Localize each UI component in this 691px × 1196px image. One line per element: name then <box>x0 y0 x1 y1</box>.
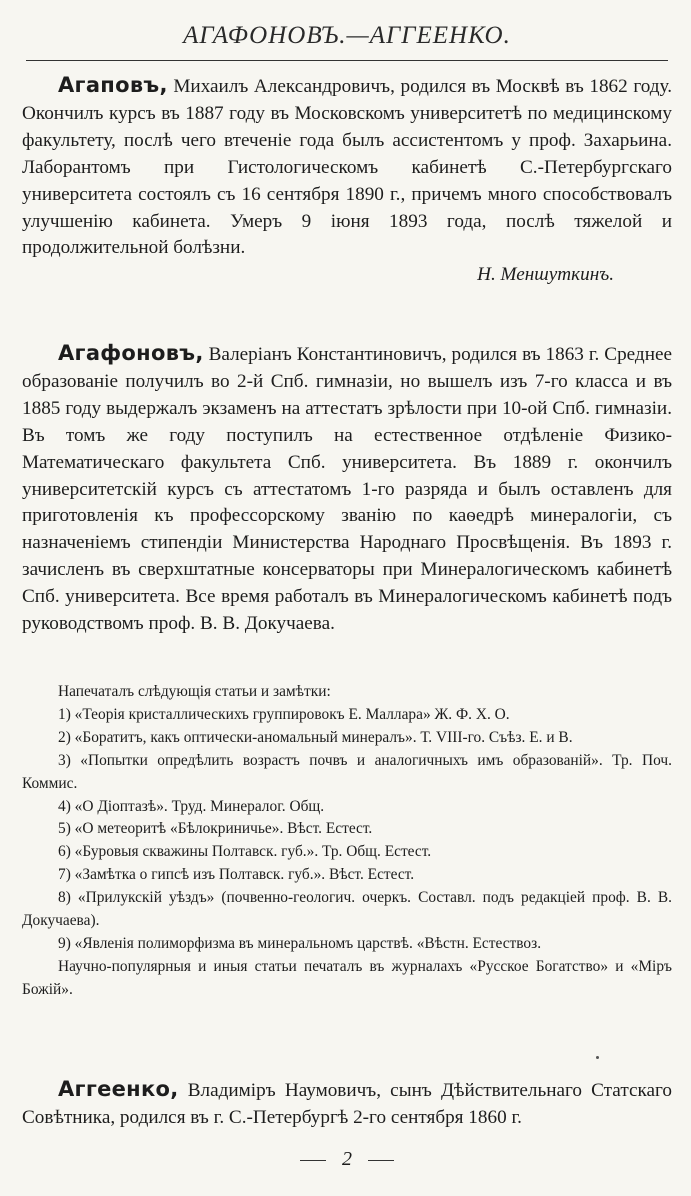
entry-text: Владиміръ Наумовичъ, сынъ Дѣйствительнаго Статскаго Совѣтника, родился въ г. С.-Петербургѣ 2-го сентября 1860 г. <box>22 1080 672 1128</box>
document-page <box>22 0 672 1196</box>
page-number: 2 <box>342 1148 352 1170</box>
list-item: 8) «Прилукскій уѣздъ» (почвенно-геологич. очеркъ. Составл. подъ редакціей проф. В. В. Докучаева). <box>22 889 672 930</box>
list-item: 3) «Попытки опредѣлить возрастъ почвъ и аналогичныхъ имъ образованій». Тр. Поч. Коммис. <box>22 751 672 792</box>
entry-surname: Аггеенко, <box>58 1077 179 1101</box>
running-header: АГАФОНОВЪ.—АГГЕЕНКО. <box>183 22 511 49</box>
entry-agapov <box>22 72 672 289</box>
page-footer <box>22 1148 672 1171</box>
list-item: 7) «Замѣтка о гипсѣ изъ Полтавск. губ.». Вѣст. Естест. <box>58 866 415 884</box>
footer-dash-left <box>300 1160 326 1161</box>
entry-signature: Н. Меншуткинъ. <box>477 264 614 286</box>
entry-text: Михаилъ Александровичъ, родился въ Москвѣ въ 1862 году. Окончилъ курсъ въ 1887 году въ Московскомъ университетѣ по медицинскому факультету, послѣ чего втеченіе года былъ ассистентомъ у проф. Захарьина. Лаборантомъ при Гистологическомъ кабинетѣ С.-Петербургскаго университета состоялъ съ 16 сентября 1890 г., причемъ много способствовалъ улучшенію кабинета. Умеръ 9 іюня 1893 года, послѣ тяжелой и продолжительной болѣзни. <box>22 76 672 259</box>
list-item: 6) «Буровыя скважины Полтавск. губ.». Тр. Общ. Естест. <box>58 843 432 861</box>
print-speck <box>596 1056 599 1059</box>
publications-list <box>22 681 672 1002</box>
publications-closing: Научно-популярныя и иныя статьи печаталъ въ журналахъ «Русское Богатство» и «Міръ Божій». <box>22 957 672 998</box>
list-item: 2) «Боратитъ, какъ оптически-аномальный минералъ». Т. VIII-го. Съѣз. Е. и В. <box>58 728 573 746</box>
entry-text: Валеріанъ Константиновичъ, родился въ 1863 г. Среднее образованіе получилъ во 2-й Спб. гимназіи, но вышелъ изъ 7-го класса и въ 1885 году выдержалъ экзаменъ на аттестатъ зрѣлости при 10-ой Спб. гимназіи. Въ томъ же году поступилъ на естественное отдѣленіе Физико-Математическаго факультета Спб. университета. Въ 1889 г. окончилъ университетскій курсъ съ аттестатомъ 1-го разряда и былъ оставленъ для приготовленія къ профессорскому званію по каѳедрѣ минералогіи, съ назначеніемъ стипендіи Министерства Народнаго Просвѣщенія. Въ 1893 г. зачисленъ въ сверхштатные консерваторы при Минералогическомъ кабинетѣ Спб. университета. Все время работалъ въ Минералогическомъ кабинетѣ подъ руководствомъ проф. В. В. Докучаева. <box>22 344 672 635</box>
publications-intro: Напечаталъ слѣдующія статьи и замѣтки: <box>58 683 331 700</box>
header-rule <box>26 60 668 61</box>
list-item: 1) «Теорія кристаллическихъ группировокъ Е. Маллара» Ж. Ф. Х. О. <box>58 705 510 723</box>
footer-dash-right <box>368 1160 394 1161</box>
entry-surname: Агаповъ, <box>58 73 168 97</box>
list-item: 5) «О метеоритѣ «Бѣлокриничье». Вѣст. Естест. <box>58 820 373 838</box>
entry-agafonov <box>22 340 672 638</box>
list-item: 4) «О Діоптазѣ». Труд. Минералог. Общ. <box>58 797 325 815</box>
entry-aggeenko <box>22 1076 672 1132</box>
list-item: 9) «Явленія полиморфизма въ минеральномъ царствѣ. «Вѣстн. Естествоз. <box>58 934 542 952</box>
entry-surname: Агафоновъ, <box>58 341 204 365</box>
